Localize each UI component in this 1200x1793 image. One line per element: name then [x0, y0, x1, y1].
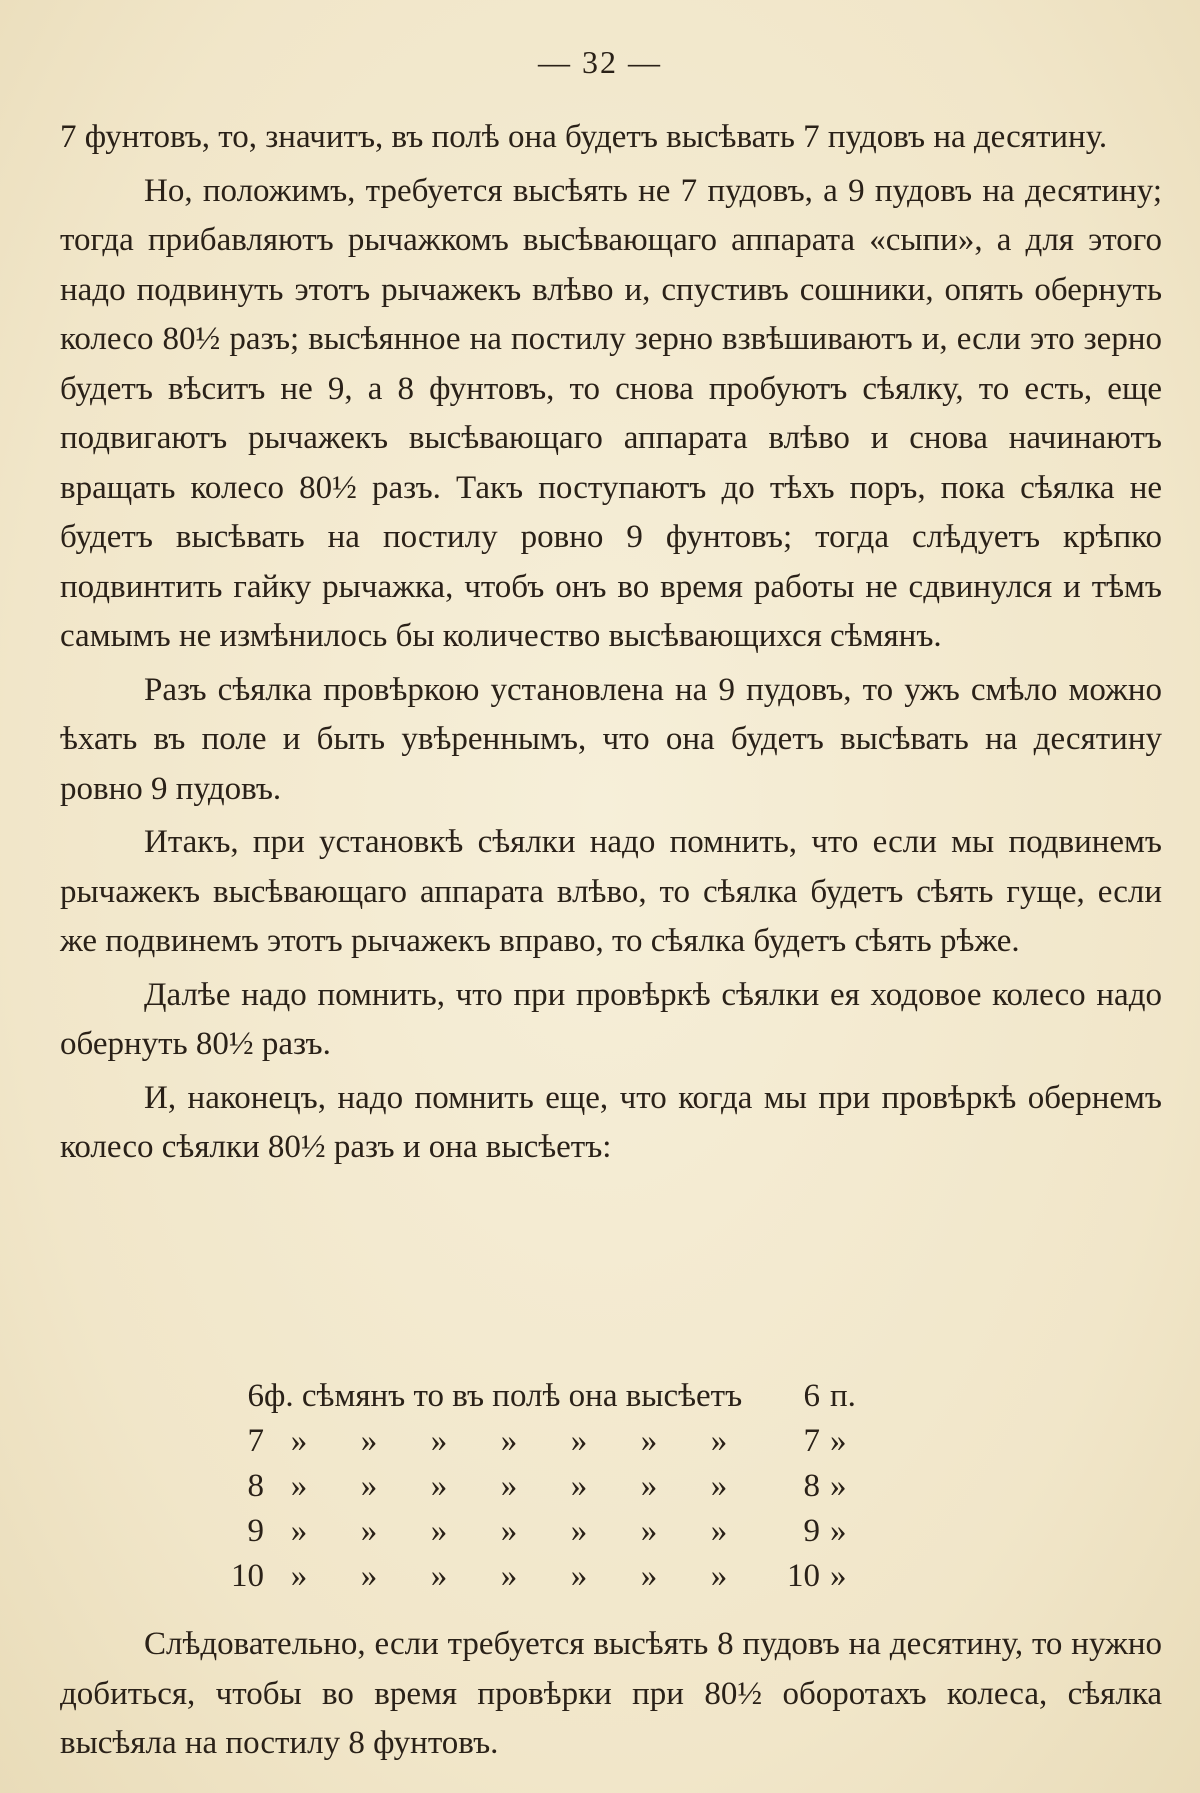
ditto-mark: »: [640, 1513, 658, 1549]
ditto-mark: »: [570, 1513, 588, 1549]
unit-ditto: »: [830, 1558, 847, 1594]
ditto-mark: »: [360, 1423, 378, 1459]
ditto-mark: »: [710, 1513, 728, 1549]
field-poods: 8: [803, 1468, 820, 1504]
ditto-mark: »: [710, 1558, 728, 1594]
paragraph-finally: И, наконецъ, надо помнить еще, что когда мы при провѣркѣ обернемъ колесо сѣялки 80½ разъ и она высѣетъ:: [60, 1079, 1162, 1165]
ditto-mark: »: [360, 1513, 378, 1549]
ditto-mark: »: [640, 1423, 658, 1459]
unit-ditto: »: [830, 1423, 847, 1459]
ditto-mark: »: [360, 1558, 378, 1594]
ditto-mark: »: [430, 1558, 448, 1594]
ditto-mark: »: [290, 1423, 308, 1459]
field-poods: 9: [803, 1513, 820, 1549]
table-row: [230, 1509, 870, 1554]
unit-label: п.: [830, 1378, 856, 1414]
table-row: [230, 1464, 870, 1509]
seed-rate-table: [230, 1374, 870, 1599]
ditto-mark: »: [500, 1558, 518, 1594]
page-number: — 32 —: [538, 44, 662, 80]
ditto-mark: »: [360, 1468, 378, 1504]
seed-pounds: 6: [247, 1378, 264, 1414]
seed-pounds: 8: [247, 1468, 264, 1504]
ditto-mark: »: [640, 1468, 658, 1504]
ditto-mark: »: [710, 1423, 728, 1459]
paragraph-lever-direction: Итакъ, при установкѣ сѣялки надо помнить, что если мы подвинемъ рычажекъ высѣвающаго аппарата влѣво, то сѣялка будетъ сѣять гуще, если же подвинемъ этотъ рычажекъ вправо, то сѣялка будетъ сѣять рѣже.: [60, 824, 1162, 959]
seed-pounds: 7: [247, 1423, 264, 1459]
seed-pounds: 9: [247, 1513, 264, 1549]
table-row: [230, 1374, 870, 1419]
ditto-mark: »: [290, 1468, 308, 1504]
paragraph-field-sowing: Разъ сѣялка провѣркою установлена на 9 пудовъ, то ужъ смѣло можно ѣхать въ поле и быть увѣреннымъ, что она будетъ высѣвать на десятину ровно 9 пудовъ.: [60, 671, 1162, 807]
table-header-text: ф. сѣмянъ то въ полѣ она высѣетъ: [264, 1378, 743, 1414]
ditto-mark: »: [430, 1468, 448, 1504]
ditto-mark: »: [290, 1558, 308, 1594]
unit-ditto: »: [830, 1513, 847, 1549]
paragraph-wheel-turns: Далѣе надо помнить, что при провѣркѣ сѣялки ея ходовое колесо надо обернуть 80½ разъ.: [60, 976, 1162, 1062]
field-poods: 7: [803, 1423, 820, 1459]
paragraph-calibration: Но, положимъ, требуется высѣять не 7 пудовъ, а 9 пудовъ на десятину; тогда прибавляютъ рычажкомъ высѣвающаго аппарата «сыпи», а для этого надо подвинуть этотъ рычажекъ влѣво и, спустивъ сошники, опять обернуть колесо 80½ разъ; высѣянное на постилу зерно взвѣшиваютъ и, если это зерно будетъ вѣситъ не 9, а 8 фунтовъ, то снова пробуютъ сѣялку, то есть, еще подвигаютъ рычажекъ высѣвающаго аппарата влѣво и снова начинаютъ вращать колесо 80½ разъ. Такъ поступаютъ до тѣхъ поръ, пока сѣялка не будетъ высѣвать на постилу ровно 9 фунтовъ; тогда слѣдуетъ крѣпко подвинтить гайку рычажка, чтобъ онъ во время работы не сдвинулся и тѣмъ самымъ не измѣнилось бы количество высѣвающихся сѣмянъ.: [60, 172, 1162, 654]
unit-ditto: »: [830, 1468, 847, 1504]
table-row: [230, 1419, 870, 1464]
paragraph-conclusion: Слѣдовательно, если требуется высѣять 8 пудовъ на десятину, то нужно добиться, чтобы во время провѣрки при 80½ оборотахъ колеса, сѣялка высѣяла на постилу 8 фунтовъ.: [60, 1626, 1162, 1761]
ditto-mark: »: [430, 1423, 448, 1459]
field-poods: 6: [803, 1378, 820, 1414]
ditto-mark: »: [430, 1513, 448, 1549]
ditto-mark: »: [640, 1558, 658, 1594]
table-row: [230, 1554, 870, 1599]
ditto-mark: »: [290, 1513, 308, 1549]
ditto-mark: »: [710, 1468, 728, 1504]
body-text: [60, 113, 1162, 1177]
ditto-mark: »: [500, 1468, 518, 1504]
seed-pounds: 10: [231, 1558, 264, 1594]
ditto-mark: »: [570, 1423, 588, 1459]
ditto-mark: »: [500, 1423, 518, 1459]
conclusion-text: [60, 1620, 1162, 1773]
ditto-mark: »: [570, 1558, 588, 1594]
ditto-mark: »: [500, 1513, 518, 1549]
ditto-mark: »: [570, 1468, 588, 1504]
field-poods: 10: [787, 1558, 820, 1594]
paragraph-continuation: 7 фунтовъ, то, значитъ, въ полѣ она будетъ высѣвать 7 пудовъ на десятину.: [60, 119, 1108, 155]
